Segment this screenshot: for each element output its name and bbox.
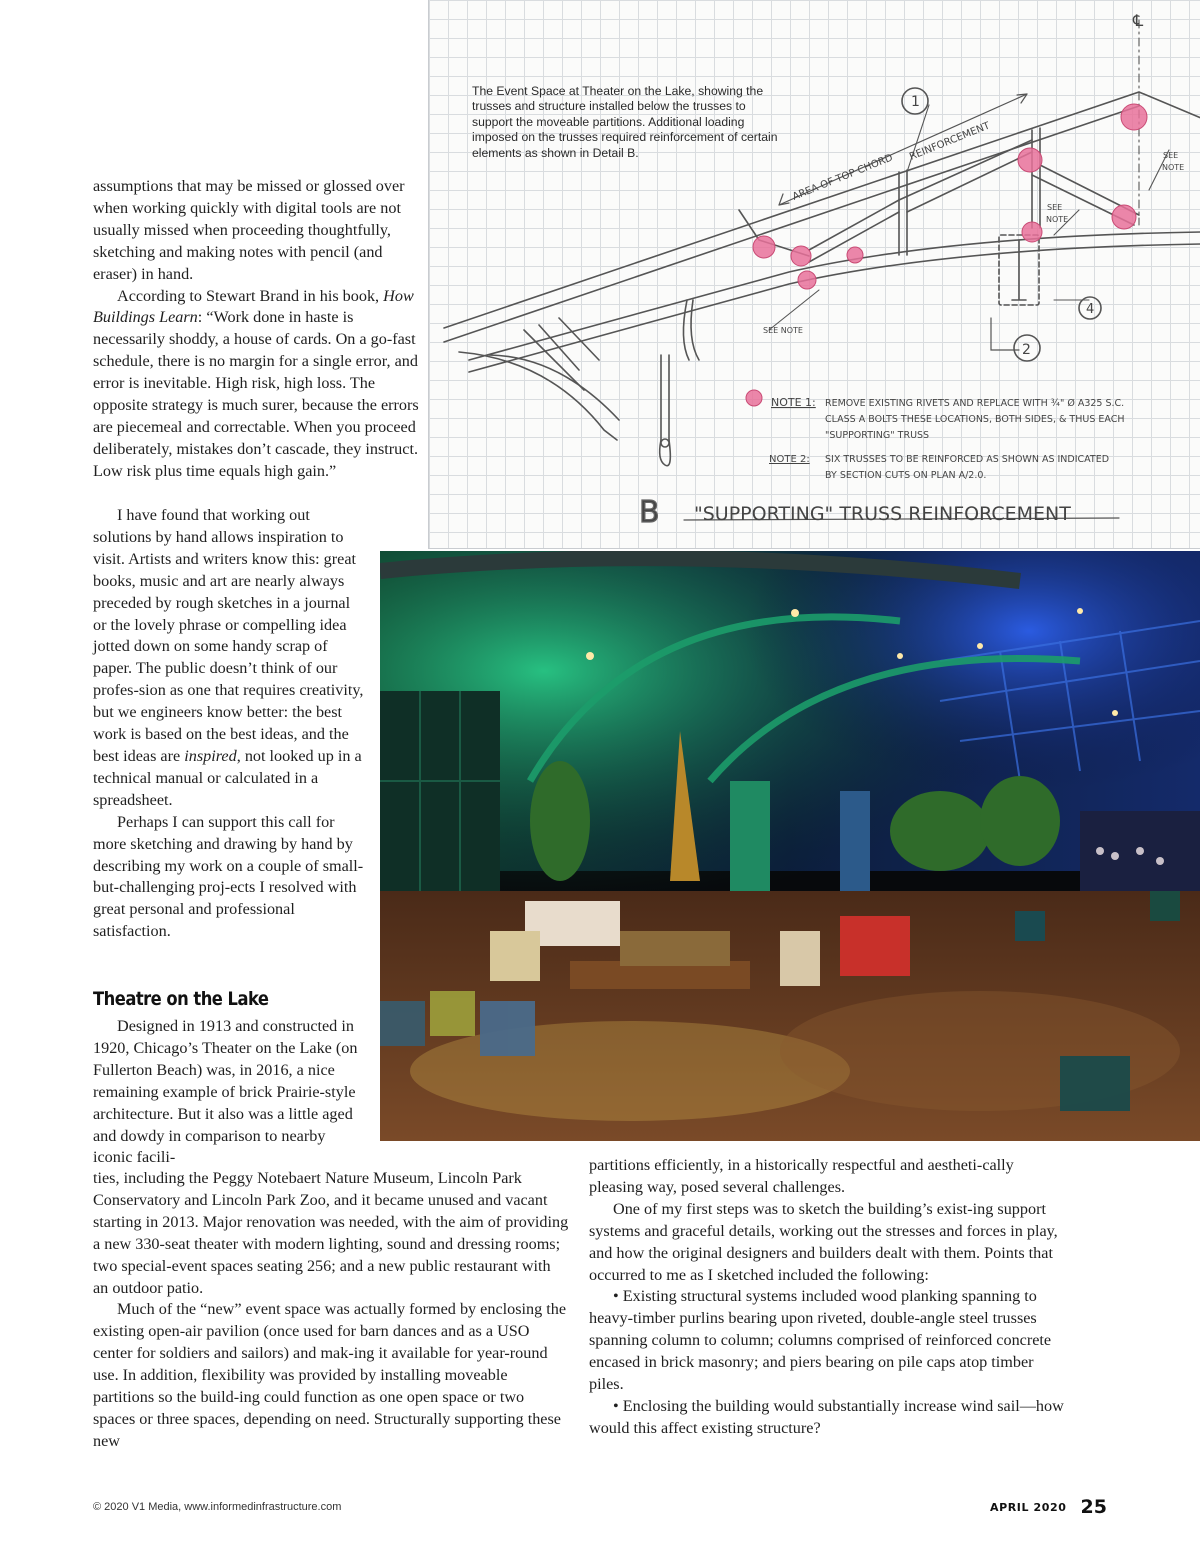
- article-column-left-lower: [93, 1016, 365, 1169]
- copyright-footer: © 2020 V1 Media, www.informedinfrastructure.com: [93, 1501, 342, 1513]
- note-1-line: "SUPPORTING" TRUSS: [825, 430, 930, 441]
- mark-4: 4: [1086, 302, 1095, 317]
- quote-intro: According to Stewart Brand in his book,: [117, 286, 384, 305]
- rivet-legend-mark: [746, 390, 762, 406]
- article-paragraph: One of my first steps was to sketch the building’s exist-ing support systems and graceful details, working out the stresses and forces in play, and how the original designers and builders dealt with them. Points that occurred to me as I sketched included the following:: [589, 1199, 1058, 1284]
- article-column-left-bottom: [93, 1168, 569, 1453]
- note-2-line: BY SECTION CUTS ON PLAN A/2.0.: [825, 470, 987, 481]
- article-paragraph: [93, 505, 365, 812]
- note-2-line: SIX TRUSSES TO BE REINFORCED AS SHOWN AS INDICATED: [825, 454, 1110, 465]
- article-column-right: [589, 1155, 1067, 1440]
- mark-1: 1: [911, 94, 920, 110]
- folio: [990, 1496, 1107, 1518]
- article-paragraph: ties, including the Peggy Notebaert Nature Museum, Lincoln Park Conservatory and Lincoln Park Zoo, and it became unused and vacant starting in 2013. Major renovation was needed, with the aim of providing a new 330-seat theater with modern lighting, sound and dressing rooms; two special-event spaces seating 256; and a new public restaurant with an outdoor patio.: [93, 1169, 569, 1297]
- rivet-mark: [798, 271, 816, 289]
- page-number: 25: [1080, 1496, 1107, 1518]
- mark-2: 2: [1022, 342, 1031, 358]
- truss-sketch: [428, 0, 1200, 549]
- book-title: How Buildings Learn: [93, 286, 414, 327]
- paragraph-text: , not looked up in a technical manual or calculated in a spreadsheet.: [93, 746, 362, 809]
- rivet-mark: [753, 236, 775, 258]
- see-note-label: SEE: [1163, 151, 1179, 160]
- article-paragraph: Perhaps I can support this call for more sketching and drawing by hand by describing my work on a couple of small-but-challenging proj-ects I resolved with great personal and professional satisfaction.: [93, 812, 364, 941]
- section-heading: Theatre on the Lake: [93, 988, 269, 1010]
- rivet-mark: [1018, 148, 1042, 172]
- article-paragraph: assumptions that may be missed or glossed over when working quickly with digital tools are not usually missed when proceeding thoughtfully, sketching and making notes with pencil (and eraser) in hand.: [93, 177, 405, 283]
- rivet-mark: [1121, 104, 1147, 130]
- note-1-line: CLASS A BOLTS THESE LOCATIONS, BOTH SIDES, & THUS EACH: [825, 414, 1125, 425]
- rivet-mark: [791, 246, 811, 266]
- rivet-mark: [1022, 222, 1042, 242]
- truss-drawing: [429, 0, 1200, 548]
- bullet-item: • Enclosing the building would substantially increase wind sail—how would this affect existing structure?: [589, 1396, 1064, 1437]
- note-1-label: NOTE 1:: [771, 396, 816, 409]
- see-note-label: NOTE: [1046, 215, 1069, 224]
- detail-title: "SUPPORTING" TRUSS REINFORCEMENT: [694, 503, 1071, 525]
- see-note-label: SEE: [1047, 203, 1063, 212]
- note-2-label: NOTE 2:: [769, 454, 810, 465]
- article-paragraph: Much of the “new” event space was actually formed by enclosing the existing open-air pavilion (once used for barn dances and as a USO center for soldiers and sailors) and mak-ing it available for year-round use. In addition, flexibility was provided by installing moveable partitions so the build-ing could function as one open space or two spaces or three spaces, depending on need. Structurally supporting these new: [93, 1300, 567, 1450]
- event-space-photo: [380, 551, 1200, 1141]
- article-paragraph: partitions efficiently, in a historically respectful and aestheti-cally pleasing way, posed several challenges.: [589, 1156, 1014, 1196]
- issue-date: APRIL 2020: [989, 1501, 1067, 1514]
- rivet-mark: [1112, 205, 1136, 229]
- bullet-item: • Existing structural systems included wood planking spanning to heavy-timber purlins bearing upon riveted, double-angle steel trusses spanning column to column; columns comprised of reinforced concrete encased in brick masonry; and piers bearing on pile caps atop timber piles.: [589, 1287, 1052, 1394]
- article-column-left-narrow: [93, 505, 365, 943]
- centerline-mark: ℄: [1133, 11, 1144, 30]
- emphasis: inspired: [184, 746, 237, 765]
- detail-letter: B: [639, 495, 660, 530]
- top-chord-label: AREA OF TOP CHORD: [791, 152, 895, 203]
- paragraph-text: I have found that working out solutions by hand allows inspiration to visit. Artists and writers know this: great books, music and art are nearly always preceded by rough sketches in a journal or the lovely phrase or compelling idea jotted down on some handy scrap of paper. The public doesn’t think of our profes-sion as one that requires creativity, but we engineers know better: the best work is based on the best ideas, and the best ideas are: [93, 506, 364, 765]
- note-1-line: REMOVE EXISTING RIVETS AND REPLACE WITH ¾" Ø A325 S.C.: [825, 398, 1125, 409]
- quote-body: : “Work done in haste is necessarily shoddy, a house of cards. On a go-fast schedule, there is no margin for a single error, and error is inevitable. High risk, high loss. The opposite strategy is much surer, because the errors are piecemeal and correctable. When you proceed deliberately, mistakes don’t cascade, they instruct. Low risk plus time equals high gain.”: [93, 308, 419, 480]
- article-paragraph: [93, 286, 427, 483]
- rivet-mark: [847, 247, 863, 263]
- sketch-caption: The Event Space at Theater on the Lake, showing the trusses and structure installed below the trusses to support the moveable partitions. Additional loading imposed on the trusses required reinforcement of certain elements as shown in Detail B.: [472, 84, 778, 160]
- article-paragraph: Designed in 1913 and constructed in 1920, Chicago’s Theater on the Lake (on Fullerton Beach) was, in 2016, a nice remaining example of brick Prairie-style architecture. But it also was a little aged and dowdy in comparison to nearby iconic facili-: [93, 1017, 358, 1167]
- article-column-left-top: [93, 176, 427, 483]
- see-note-label: NOTE: [1162, 163, 1185, 172]
- event-space-illustration: [380, 551, 1200, 1141]
- see-note-label: SEE NOTE: [763, 326, 803, 335]
- reinforcement-label: REINFORCEMENT: [908, 120, 992, 163]
